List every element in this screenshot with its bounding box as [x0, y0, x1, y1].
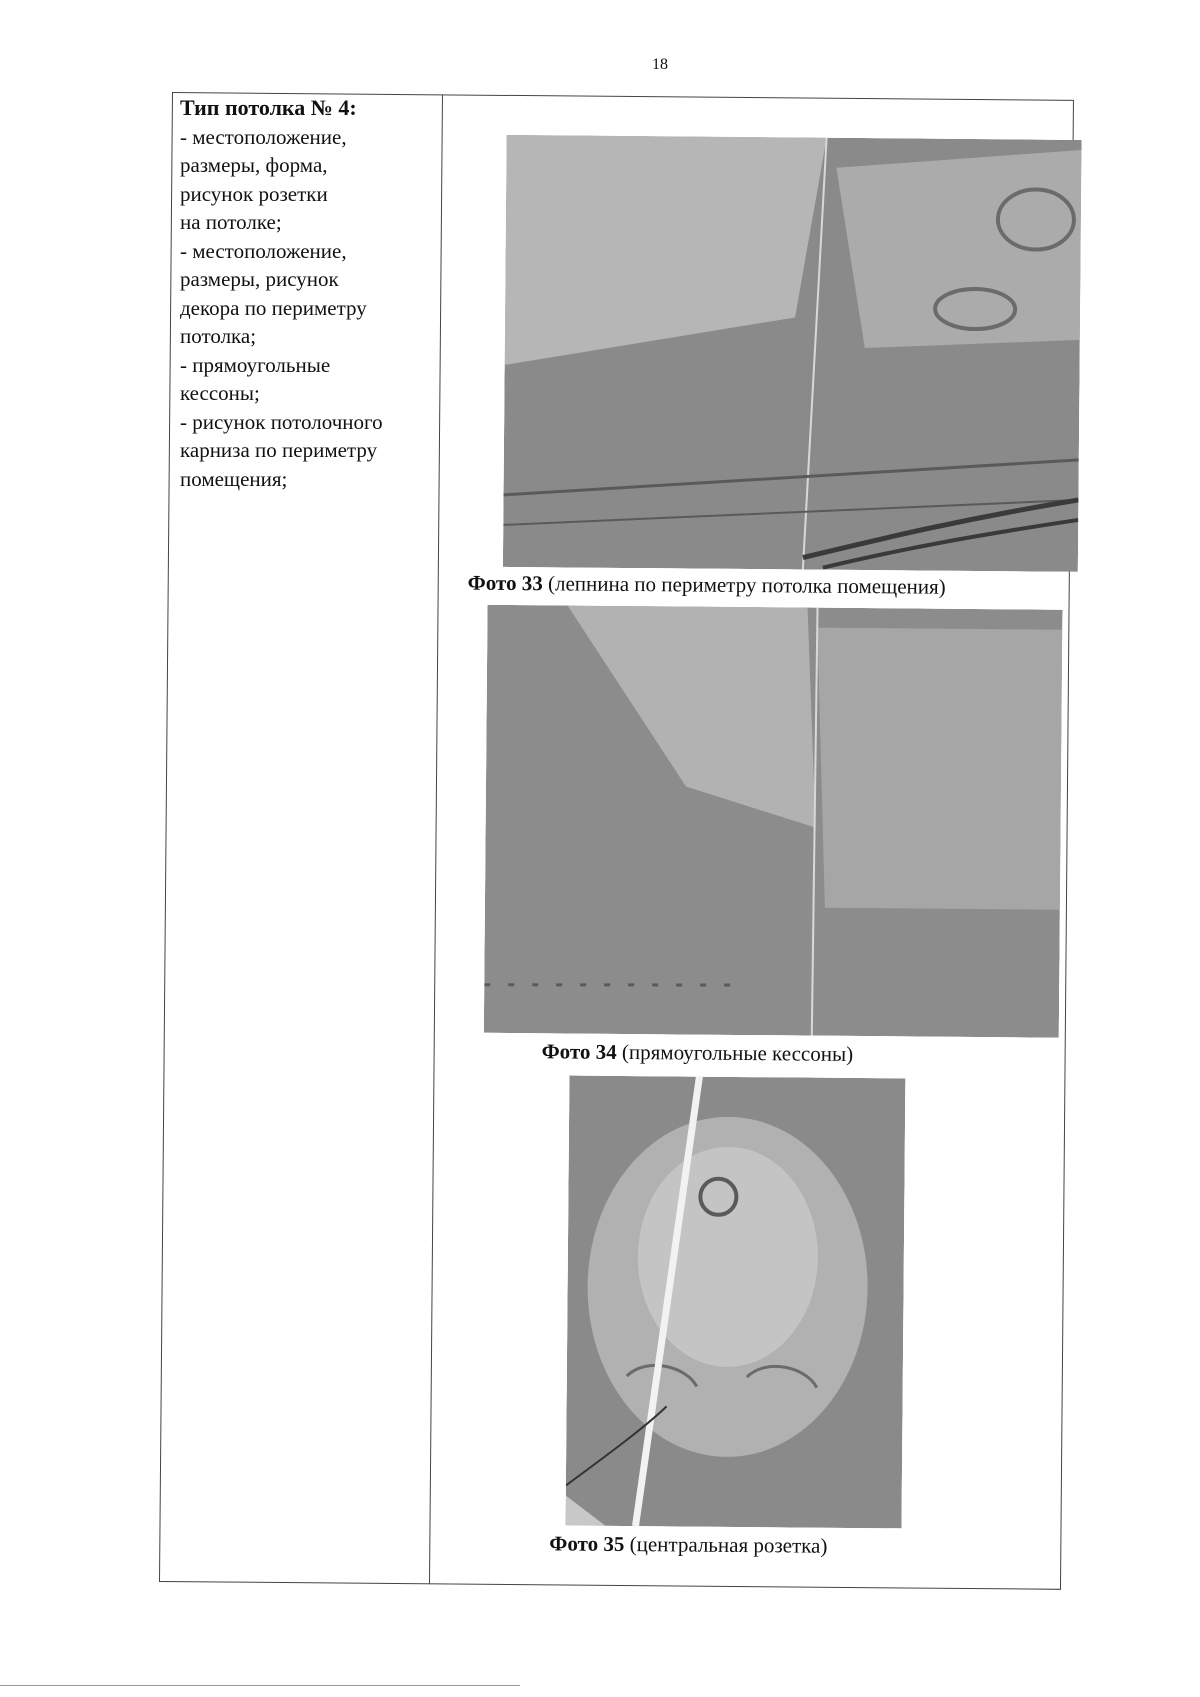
ceiling-type-heading: Тип потолка № 4:: [179, 95, 357, 121]
photo-33-graphic: [503, 135, 1082, 572]
description-line: потолка;: [179, 324, 257, 349]
photo-33-caption: [468, 571, 946, 600]
photo-34-label: Фото 34: [541, 1039, 617, 1064]
photo-34-graphic: [484, 605, 1063, 1038]
page-number: 18: [652, 56, 668, 73]
description-line: на потолке;: [179, 210, 282, 235]
description-line: размеры, рисунок: [179, 267, 339, 292]
scan-edge-line: [0, 1685, 520, 1686]
ceiling-type-table: [159, 92, 1074, 1590]
description-line: помещения;: [179, 466, 288, 491]
photo-35-label: Фото 35: [549, 1531, 625, 1557]
description-line: декора по периметру: [179, 295, 367, 320]
photo-33-image: [503, 135, 1082, 572]
photo-34-description: (прямоугольные кессоны): [621, 1039, 854, 1066]
photo-34-caption: [542, 1039, 854, 1067]
description-line: - рисунок потолочного: [179, 409, 383, 434]
description-line: размеры, форма,: [179, 153, 328, 178]
description-line: рисунок розетки: [179, 181, 328, 206]
photo-34-image: [484, 605, 1063, 1038]
description-line: - местоположение,: [179, 238, 347, 263]
description-line: - прямоугольные: [179, 352, 331, 377]
photo-35-graphic: [566, 1076, 906, 1529]
photo-33-description: (лепнина по периметру потолка помещения): [547, 571, 946, 599]
description-line: карниза по периметру: [179, 438, 378, 463]
photo-35-image: [566, 1076, 906, 1529]
description-line: - местоположение,: [179, 124, 347, 149]
photo-35-caption: [549, 1531, 827, 1558]
light-area: [815, 628, 1062, 910]
photo-33-label: Фото 33: [467, 570, 543, 596]
ceiling-description-cell: [180, 94, 435, 493]
description-line: кессоны;: [179, 381, 260, 406]
photo-35-description: (центральная розетка): [629, 1532, 828, 1558]
